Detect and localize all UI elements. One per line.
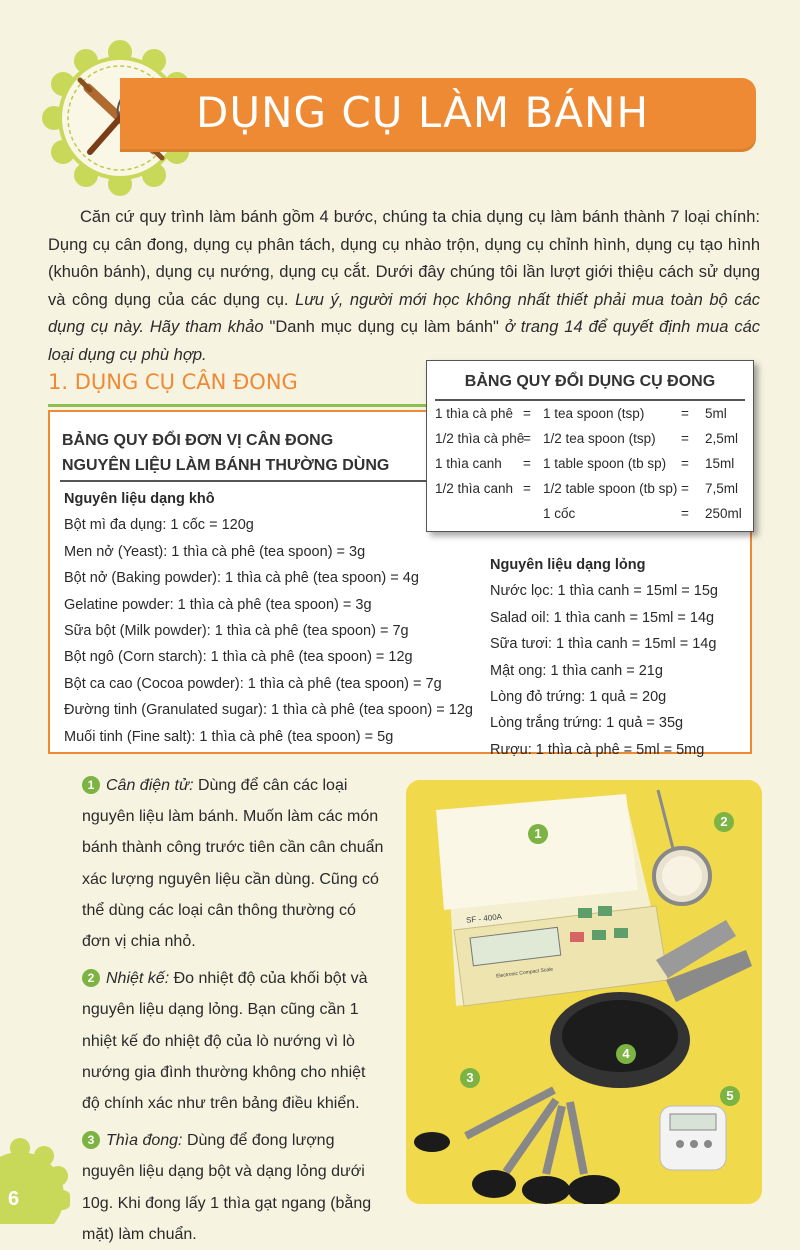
list-item: Gelatine powder: 1 thìa cà phê (tea spoon) = 3g — [64, 596, 372, 613]
intro-note-end: ở trang 14 để quyết định mua các loại dụng cụ phù hợp. — [48, 318, 761, 364]
value-cell: 7,5ml — [705, 481, 739, 496]
unit-cell: 1/2 thìa cà phê — [435, 431, 525, 446]
marker-thermometer: 2 — [714, 812, 734, 832]
spoon-rows — [435, 401, 751, 526]
spoon-conversion-table — [426, 360, 754, 532]
equals-cell: = — [523, 431, 531, 446]
page-title: DỤNG CỤ LÀM BÁNH — [196, 88, 650, 137]
scale-model-label: SF - 400A — [465, 912, 503, 925]
intro-quote: "Danh mục dụng cụ làm bánh" — [269, 318, 499, 336]
section-underline — [48, 404, 428, 407]
dry-heading: Nguyên liệu dạng khô — [64, 491, 215, 507]
tool-item — [82, 1125, 386, 1250]
table-row — [435, 401, 751, 426]
unit-cell: 1/2 thìa canh — [435, 481, 514, 496]
marker-timer: 5 — [720, 1086, 740, 1106]
marker-spoons: 3 — [460, 1068, 480, 1088]
list-item: Bột nở (Baking powder): 1 thìa cà phê (tea spoon) = 4g — [64, 570, 419, 587]
equals-cell: = — [681, 406, 689, 421]
page-number-badge — [0, 1136, 70, 1224]
english-cell: 1/2 table spoon (tb sp) — [543, 481, 678, 496]
tool-name: Thìa đong: — [106, 1132, 183, 1150]
list-item: Bột ca cao (Cocoa powder): 1 thìa cà phê (tea spoon) = 7g — [64, 675, 442, 692]
marker-cups: 4 — [616, 1044, 636, 1064]
list-item: Bột mì đa dụng: 1 cốc = 120g — [64, 517, 254, 534]
equals-cell: = — [523, 456, 531, 471]
marker-scale: 1 — [528, 824, 548, 844]
equals-cell: = — [681, 506, 689, 521]
units-title-divider — [60, 480, 436, 482]
english-cell: 1 table spoon (tb sp) — [543, 456, 667, 471]
list-item: Salad oil: 1 thìa canh = 15ml = 14g — [490, 609, 715, 626]
tool-descriptions — [82, 770, 386, 1250]
units-title-line1: BẢNG QUY ĐỔI ĐƠN VỊ CÂN ĐONG — [62, 432, 334, 449]
value-cell: 5ml — [705, 406, 727, 421]
value-cell: 2,5ml — [705, 431, 739, 446]
table-row — [435, 451, 751, 476]
tool-desc: Dùng để cân các loại nguyên liệu làm bánh. Muốn làm các món bánh thành công trước tiên cần cân chuẩn xác lượng nguyên liệu cần dùng. Cũng có thể dùng các loại cân thông thường có đơn vị chia nhỏ. — [82, 777, 384, 951]
tool-desc: Dùng để đong lượng nguyên liệu dạng bột và dạng lỏng dưới 10g. Khi đong lấy 1 thìa gạt ngang (bằng mặt) làm chuẩn. — [82, 1132, 372, 1243]
intro-note: Lưu ý, người mới học không nhất thiết phải mua toàn bộ các dụng cụ này. Hãy tham khảo — [48, 290, 760, 336]
liquid-heading: Nguyên liệu dạng lỏng — [490, 557, 646, 573]
english-cell: 1/2 tea spoon (tsp) — [543, 431, 656, 446]
number-badge: 3 — [82, 1131, 100, 1149]
unit-cell: 1 thìa canh — [435, 456, 502, 471]
liquid-ingredients-column — [490, 552, 750, 763]
equals-cell: = — [681, 431, 689, 446]
equals-cell: = — [681, 481, 689, 496]
list-item: Sữa bột (Milk powder): 1 thìa cà phê (tea spoon) = 7g — [64, 623, 409, 640]
scale-brand-label: Electronic Compact Scale — [495, 966, 554, 980]
tools-photo — [406, 780, 762, 1204]
value-cell: 15ml — [705, 456, 735, 471]
list-item: Muối tinh (Fine salt): 1 thìa cà phê (tea spoon) = 5g — [64, 728, 394, 745]
intro-paragraph — [48, 204, 760, 369]
list-item: Lòng trắng trứng: 1 quả = 35g — [490, 715, 684, 732]
list-item: Men nở (Yeast): 1 thìa cà phê (tea spoon) = 3g — [64, 543, 366, 560]
page-number: 6 — [8, 1188, 20, 1210]
list-item: Rượu: 1 thìa cà phê = 5ml = 5mg — [490, 741, 705, 758]
equals-cell: = — [681, 456, 689, 471]
spoon-table-title: BẢNG QUY ĐỔI DỤNG CỤ ĐONG — [464, 373, 716, 390]
tool-item — [82, 963, 386, 1119]
section-heading: 1. DỤNG CỤ CÂN ĐONG — [48, 370, 298, 394]
list-item: Đường tinh (Granulated sugar): 1 thìa cà phê (tea spoon) = 12g — [64, 702, 473, 719]
list-item: Lòng đỏ trứng: 1 quả = 20g — [490, 689, 667, 706]
timer-icon — [660, 1106, 726, 1170]
tool-desc: Đo nhiệt độ của khối bột và nguyên liệu dạng lỏng. Bạn cũng cần 1 nhiệt kế đo nhiệt độ của lò nướng vì lò nướng gia đình thường không cho nhiệt độ chính xác như trên bảng điều khiển. — [82, 970, 368, 1113]
english-cell: 1 cốc — [543, 506, 576, 521]
tool-name: Nhiệt kế: — [106, 970, 170, 988]
list-item: Nước lọc: 1 thìa canh = 15ml = 15g — [490, 583, 718, 600]
list-item: Bột ngô (Corn starch): 1 thìa cà phê (tea spoon) = 12g — [64, 649, 413, 666]
list-item: Sữa tươi: 1 thìa canh = 15ml = 14g — [490, 636, 717, 653]
equals-cell: = — [523, 481, 531, 496]
table-row — [435, 501, 751, 526]
number-badge: 2 — [82, 969, 100, 987]
intro-text: Căn cứ quy trình làm bánh gồm 4 bước, chúng ta chia dụng cụ làm bánh thành 7 loại chính: Dụng cụ cân đong, dụng cụ phân tách, dụng cụ nhào trộn, dụng cụ chỉnh hình, dụng cụ tạo hình (khuôn bánh), dụng cụ nướng, dụng cụ cắt. Dưới đây chúng tôi lần lượt giới thiệu cách sử dụng và công dụng của các dụng cụ. — [48, 208, 760, 309]
table-row — [435, 476, 751, 501]
value-cell: 250ml — [705, 506, 742, 521]
unit-cell: 1 thìa cà phê — [435, 406, 514, 421]
units-title-line2: NGUYÊN LIỆU LÀM BÁNH THƯỜNG DÙNG — [62, 457, 390, 474]
number-badge: 1 — [82, 776, 100, 794]
tool-name: Cân điện tử: — [106, 777, 194, 794]
tool-item — [82, 770, 386, 957]
equals-cell: = — [523, 406, 531, 421]
english-cell: 1 tea spoon (tsp) — [543, 406, 645, 421]
list-item: Mật ong: 1 thìa canh = 21g — [490, 662, 663, 679]
title-bar — [120, 78, 756, 152]
table-row — [435, 426, 751, 451]
units-table-title — [62, 428, 442, 478]
